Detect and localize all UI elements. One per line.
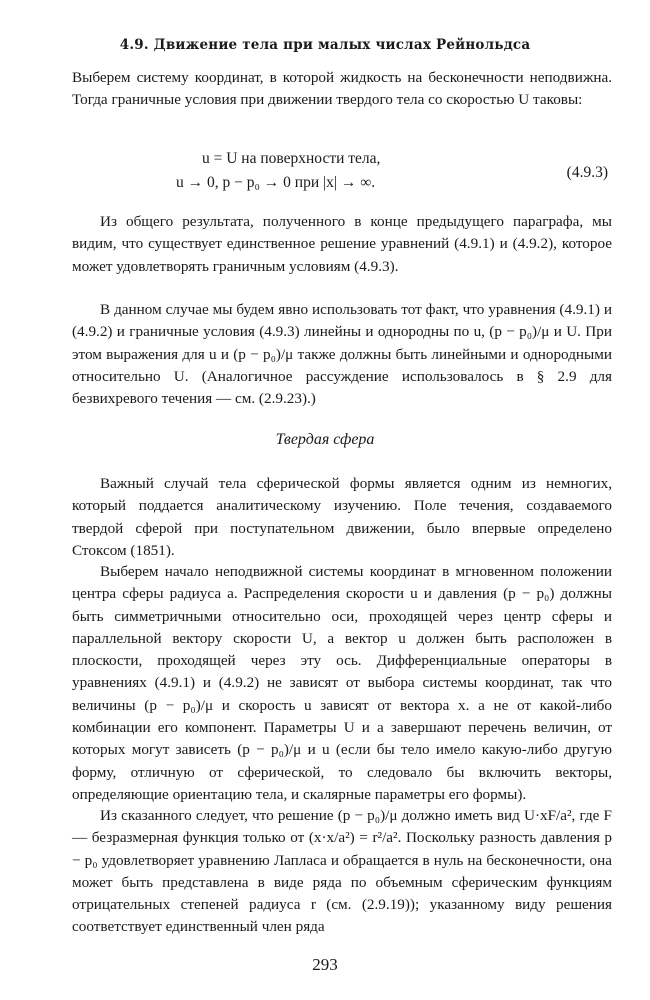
paragraph-solution-form: Из сказанного следует, что решение (p − p₀)/μ должно иметь вид U·xF/a², где F — безразмерная функция только от (x·x/a²) = r²/a². Поскольку разность давления p − p₀ удовлетворяет уравнению Лапласа и обращается в нуль на бесконечности, она может быть представлена в виде ряда по объемным сферическим функциям отрицательных степеней радиуса r (см. (2.9.19)); указанному виду решения соответствует единственный член ряда (72, 807, 612, 936)
boundary-conditions-equation (72, 150, 612, 196)
paragraph-uniqueness: Из общего результата, полученного в конце предыдущего параграфа, мы видим, что существует единственное решение уравнений (4.9.1) и (4.9.2), которое может удовлетворять граничным условиям (4.9.3). (72, 213, 612, 275)
section-title: Твердая сфера (275, 431, 375, 448)
paragraph-coordinate-system: Выберем систему координат, в которой жидкость на бесконечности неподвижна. Тогда граничные условия при движении твердого тела со скоростью U таковы: (72, 69, 612, 109)
paragraph-linearity: В данном случае мы будем явно использовать тот факт, что уравнения (4.9.1) и (4.9.2) и граничные условия (4.9.3) линейны и однородны по u, (p − p₀)/μ и U. При этом выражения для u и (p − p₀)/μ также должны быть линейными и однородными относительно U. (Аналогичное рассуждение использовалось в § 2.9 для безвихревого течения — см. (2.9.23).) (72, 301, 612, 408)
paragraph-symmetry: Выберем начало неподвижной системы координат в мгновенном положении центра сферы радиуса a. Распределения скорости u и давления (p − p₀) должны быть симметричными относительно оси, проходящей через центр сферы и параллельной вектору скорости U, а вектор u должен быть расположен в плоскости, проходящей через эту ось. Дифференциальные операторы в уравнениях (4.9.1) и (4.9.2) не зависят от выбора системы координат, так что величины (p − p₀)/μ и скорость u зависят от вектора x. а не от какой-либо комбинации его компонент. Параметры U и a завершают перечень величин, от которых могут зависеть (p − p₀)/μ и u (если бы тело имело какую-либо другую форму, отличную от сферической, то следовало бы включить векторы, определяющие ориентацию тела, и скалярные параметры его формы). (72, 563, 612, 803)
paragraph-sphere-intro: Важный случай тела сферической формы является одним из немногих, который поддается аналитическому изучению. Поле течения, создаваемого твердой сферой при поступательном движении, было впервые определено Стоксом (1851). (72, 475, 612, 559)
equation-line-1: u = U на поверхности тела, (202, 150, 381, 167)
equation-line-2: u → 0, p − p₀ → 0 при |x| → ∞. (176, 174, 376, 191)
running-header: 4.9. Движение тела при малых числах Рейнольдса (119, 37, 531, 53)
equation-number: (4.9.3) (566, 164, 608, 181)
page-number: 293 (312, 955, 338, 974)
